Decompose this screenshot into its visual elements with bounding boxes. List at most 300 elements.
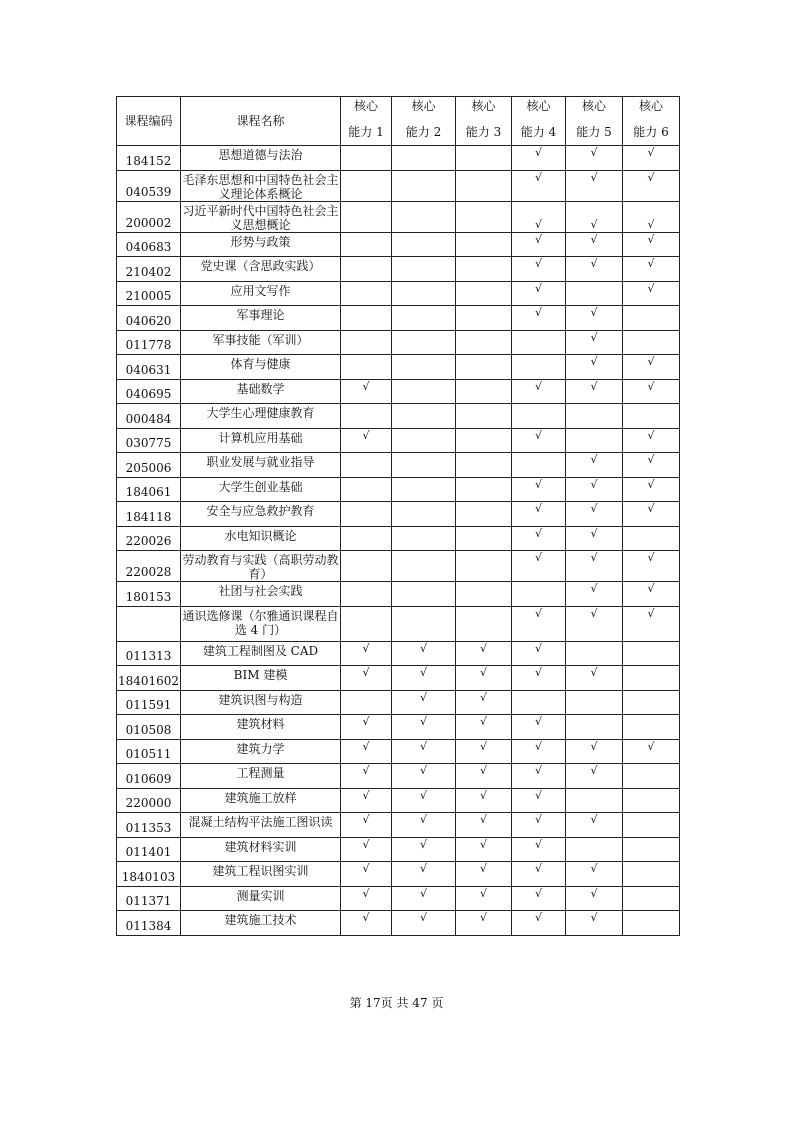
course-name: 建筑施工放样 [181,788,341,813]
course-name: 混凝土结构平法施工图识读 [181,813,341,838]
check-mark: √ [647,217,655,231]
check-mark: √ [590,526,598,540]
check-mark: √ [479,715,487,728]
course-code: 000484 [117,404,181,429]
ability-3-cell [456,477,512,502]
course-ability-matrix [116,96,680,936]
ability-5-cell [566,379,623,404]
course-code: 011401 [117,837,181,862]
check-mark: √ [534,837,542,851]
header-ability-5: 核心 能力 5 [566,97,623,146]
check-mark: √ [590,551,598,564]
check-mark: √ [534,666,542,679]
check-mark: √ [534,379,542,393]
ability-4-cell [512,886,566,911]
check-mark: √ [362,715,370,728]
ability-6-cell [623,201,680,232]
ability-4-cell [512,911,566,936]
course-code: 184061 [117,477,181,502]
check-mark: √ [590,146,598,159]
ability-3-cell [456,146,512,171]
table-row [117,666,680,691]
ability-5-cell [566,526,623,551]
check-mark: √ [590,330,598,344]
ability-3-cell [456,526,512,551]
table-row [117,606,680,641]
course-name: 军事技能（军训） [181,330,341,355]
ability-1-cell [341,281,392,306]
table-row [117,582,680,607]
ability-5-cell [566,641,623,666]
ability-4-cell [512,428,566,453]
ability-2-cell [392,379,456,404]
ability-1-cell [341,170,392,201]
check-mark: √ [534,502,542,515]
course-name: 计算机应用基础 [181,428,341,453]
table-header-row [117,97,680,146]
header-ability-2: 核心 能力 2 [392,97,456,146]
check-mark: √ [419,862,427,875]
ability-1-cell [341,739,392,764]
ability-5-cell [566,837,623,862]
ability-1-cell [341,886,392,911]
ability-2-cell [392,201,456,232]
ability-1-cell [341,666,392,691]
table-row [117,281,680,306]
header-ability-6: 核心 能力 6 [623,97,680,146]
ability-3-cell [456,502,512,527]
ability-3-cell [456,739,512,764]
check-mark: √ [647,146,655,159]
ability-5-cell [566,582,623,607]
check-mark: √ [362,911,370,924]
course-name: 社团与社会实践 [181,582,341,607]
course-name: 体育与健康 [181,355,341,380]
ability-2-cell [392,477,456,502]
ability-1-cell [341,355,392,380]
ability-4-cell [512,641,566,666]
ability-4-cell [512,232,566,257]
check-mark: √ [590,764,598,777]
ability-6-cell [623,837,680,862]
ability-3-cell [456,257,512,282]
ability-1-cell [341,453,392,478]
table-row [117,428,680,453]
check-mark: √ [479,739,487,753]
ability-5-cell [566,886,623,911]
check-mark: √ [647,551,655,564]
ability-2-cell [392,257,456,282]
course-code: 210402 [117,257,181,282]
course-name: 建筑识图与构造 [181,690,341,715]
course-name: 建筑工程识图实训 [181,862,341,887]
course-code: 220026 [117,526,181,551]
check-mark: √ [479,690,487,704]
ability-1-cell [341,641,392,666]
ability-3-cell [456,232,512,257]
ability-4-cell [512,170,566,201]
check-mark: √ [534,306,542,319]
ability-4-cell [512,306,566,331]
ability-2-cell [392,690,456,715]
table-row [117,641,680,666]
check-mark: √ [534,232,542,246]
ability-4-cell [512,477,566,502]
ability-2-cell [392,813,456,838]
course-name: 毛泽东思想和中国特色社会主义理论体系概论 [181,170,341,201]
ability-5-cell [566,477,623,502]
ability-6-cell [623,606,680,641]
ability-5-cell [566,201,623,232]
check-mark: √ [362,764,370,777]
check-mark: √ [590,502,598,515]
ability-2-cell [392,641,456,666]
ability-2-cell [392,428,456,453]
course-code: 011353 [117,813,181,838]
check-mark: √ [590,666,598,679]
check-mark: √ [419,837,427,851]
ability-3-cell [456,764,512,789]
course-code: 040539 [117,170,181,201]
ability-6-cell [623,666,680,691]
check-mark: √ [647,502,655,515]
course-name: 工程测量 [181,764,341,789]
ability-2-cell [392,739,456,764]
ability-4-cell [512,739,566,764]
check-mark: √ [590,379,598,393]
ability-3-cell [456,690,512,715]
check-mark: √ [590,886,598,900]
table-row [117,911,680,936]
check-mark: √ [419,715,427,728]
ability-5-cell [566,428,623,453]
course-code: 011384 [117,911,181,936]
header-ability-1: 核心 能力 1 [341,97,392,146]
ability-5-cell [566,862,623,887]
course-code: 011778 [117,330,181,355]
check-mark: √ [534,739,542,753]
check-mark: √ [534,477,542,491]
ability-1-cell [341,788,392,813]
ability-2-cell [392,232,456,257]
table-row [117,837,680,862]
ability-2-cell [392,788,456,813]
course-code: 1840103 [117,862,181,887]
ability-1-cell [341,582,392,607]
table-row [117,739,680,764]
ability-5-cell [566,257,623,282]
ability-2-cell [392,582,456,607]
ability-6-cell [623,862,680,887]
ability-3-cell [456,606,512,641]
check-mark: √ [362,788,370,802]
ability-4-cell [512,355,566,380]
check-mark: √ [647,606,655,620]
ability-6-cell [623,502,680,527]
check-mark: √ [590,911,598,924]
course-name: 安全与应急救护教育 [181,502,341,527]
ability-2-cell [392,306,456,331]
course-code: 180153 [117,582,181,607]
table-row [117,257,680,282]
ability-3-cell [456,641,512,666]
ability-1-cell [341,911,392,936]
ability-6-cell [623,551,680,582]
ability-1-cell [341,715,392,740]
header-code: 课程编码 [117,97,181,146]
check-mark: √ [590,582,598,595]
ability-4-cell [512,551,566,582]
course-name: 通识选修课（尔雅通识课程自选 4 门） [181,606,341,641]
course-code: 010609 [117,764,181,789]
ability-1-cell [341,862,392,887]
ability-6-cell [623,788,680,813]
page-footer: 第 17页 共 47 页 [349,996,444,1010]
ability-6-cell [623,764,680,789]
check-mark: √ [419,813,427,826]
check-mark: √ [590,606,598,620]
ability-5-cell [566,453,623,478]
ability-1-cell [341,257,392,282]
ability-2-cell [392,146,456,171]
ability-4-cell [512,606,566,641]
ability-3-cell [456,837,512,862]
ability-6-cell [623,641,680,666]
check-mark: √ [534,217,542,231]
check-mark: √ [479,788,487,802]
ability-6-cell [623,911,680,936]
ability-5-cell [566,502,623,527]
ability-3-cell [456,404,512,429]
ability-6-cell [623,330,680,355]
header-name: 课程名称 [181,97,341,146]
check-mark: √ [479,666,487,679]
ability-2-cell [392,330,456,355]
course-name: 形势与政策 [181,232,341,257]
ability-6-cell [623,404,680,429]
check-mark: √ [647,355,655,368]
ability-3-cell [456,715,512,740]
ability-6-cell [623,428,680,453]
course-code: 040683 [117,232,181,257]
header-ability-3: 核心 能力 3 [456,97,512,146]
check-mark: √ [479,813,487,826]
ability-3-cell [456,170,512,201]
check-mark: √ [647,281,655,295]
ability-4-cell [512,837,566,862]
check-mark: √ [590,232,598,246]
ability-3-cell [456,886,512,911]
table-row [117,886,680,911]
ability-2-cell [392,281,456,306]
course-code: 184118 [117,502,181,527]
check-mark: √ [479,911,487,924]
ability-2-cell [392,715,456,740]
table-row [117,232,680,257]
check-mark: √ [479,764,487,777]
ability-5-cell [566,170,623,201]
ability-6-cell [623,306,680,331]
course-code: 011371 [117,886,181,911]
check-mark: √ [419,886,427,900]
course-code: 010508 [117,715,181,740]
ability-5-cell [566,911,623,936]
ability-6-cell [623,813,680,838]
ability-5-cell [566,813,623,838]
table-row [117,201,680,232]
ability-5-cell [566,606,623,641]
course-code: 010511 [117,739,181,764]
check-mark: √ [534,170,542,184]
check-mark: √ [419,911,427,924]
ability-1-cell [341,690,392,715]
course-name: 建筑工程制图及 CAD [181,641,341,666]
ability-1-cell [341,306,392,331]
check-mark: √ [534,862,542,875]
ability-6-cell [623,453,680,478]
course-code: 205006 [117,453,181,478]
ability-2-cell [392,404,456,429]
check-mark: √ [362,813,370,826]
ability-2-cell [392,453,456,478]
check-mark: √ [590,739,598,753]
table-row [117,330,680,355]
ability-6-cell [623,146,680,171]
ability-2-cell [392,355,456,380]
course-code: 040631 [117,355,181,380]
ability-4-cell [512,201,566,232]
ability-1-cell [341,330,392,355]
ability-2-cell [392,526,456,551]
ability-1-cell [341,146,392,171]
ability-4-cell [512,526,566,551]
ability-4-cell [512,788,566,813]
ability-2-cell [392,606,456,641]
ability-4-cell [512,582,566,607]
course-name: 建筑材料实训 [181,837,341,862]
course-code: 040620 [117,306,181,331]
check-mark: √ [534,788,542,802]
ability-3-cell [456,379,512,404]
course-code: 030775 [117,428,181,453]
check-mark: √ [362,837,370,851]
check-mark: √ [647,170,655,184]
ability-2-cell [392,886,456,911]
table-row [117,526,680,551]
ability-5-cell [566,232,623,257]
check-mark: √ [362,739,370,753]
ability-6-cell [623,582,680,607]
course-code: 220028 [117,551,181,582]
check-mark: √ [479,641,487,655]
ability-6-cell [623,526,680,551]
table-row [117,453,680,478]
check-mark: √ [534,764,542,777]
ability-6-cell [623,886,680,911]
ability-6-cell [623,715,680,740]
ability-5-cell [566,715,623,740]
ability-2-cell [392,764,456,789]
check-mark: √ [590,217,598,231]
ability-4-cell [512,146,566,171]
check-mark: √ [590,170,598,184]
course-code: 200002 [117,201,181,232]
check-mark: √ [362,886,370,900]
table-row [117,477,680,502]
ability-5-cell [566,551,623,582]
ability-4-cell [512,690,566,715]
ability-3-cell [456,428,512,453]
check-mark: √ [647,257,655,270]
ability-3-cell [456,551,512,582]
ability-6-cell [623,739,680,764]
course-name: 职业发展与就业指导 [181,453,341,478]
course-name: 习近平新时代中国特色社会主义思想概论 [181,201,341,232]
check-mark: √ [647,453,655,466]
course-name: 测量实训 [181,886,341,911]
ability-2-cell [392,666,456,691]
ability-4-cell [512,715,566,740]
ability-4-cell [512,330,566,355]
ability-6-cell [623,477,680,502]
check-mark: √ [534,526,542,540]
ability-3-cell [456,813,512,838]
check-mark: √ [647,582,655,595]
course-code: 011591 [117,690,181,715]
ability-6-cell [623,379,680,404]
ability-1-cell [341,837,392,862]
check-mark: √ [590,477,598,491]
ability-4-cell [512,453,566,478]
table-row [117,690,680,715]
check-mark: √ [534,641,542,655]
check-mark: √ [647,739,655,753]
check-mark: √ [419,690,427,704]
ability-5-cell [566,690,623,715]
ability-2-cell [392,837,456,862]
check-mark: √ [590,862,598,875]
ability-5-cell [566,330,623,355]
ability-5-cell [566,281,623,306]
ability-1-cell [341,379,392,404]
check-mark: √ [479,837,487,851]
table-row [117,146,680,171]
check-mark: √ [590,453,598,466]
check-mark: √ [534,813,542,826]
check-mark: √ [534,281,542,295]
ability-3-cell [456,788,512,813]
ability-4-cell [512,666,566,691]
table-row [117,379,680,404]
check-mark: √ [534,551,542,564]
check-mark: √ [534,428,542,442]
check-mark: √ [534,911,542,924]
course-code: 220000 [117,788,181,813]
course-code: 18401602 [117,666,181,691]
header-ability-4: 核心 能力 4 [512,97,566,146]
ability-1-cell [341,502,392,527]
table-row [117,764,680,789]
check-mark: √ [362,862,370,875]
ability-1-cell [341,764,392,789]
ability-2-cell [392,502,456,527]
ability-6-cell [623,232,680,257]
check-mark: √ [419,739,427,753]
ability-3-cell [456,666,512,691]
ability-3-cell [456,355,512,380]
ability-3-cell [456,201,512,232]
ability-4-cell [512,281,566,306]
